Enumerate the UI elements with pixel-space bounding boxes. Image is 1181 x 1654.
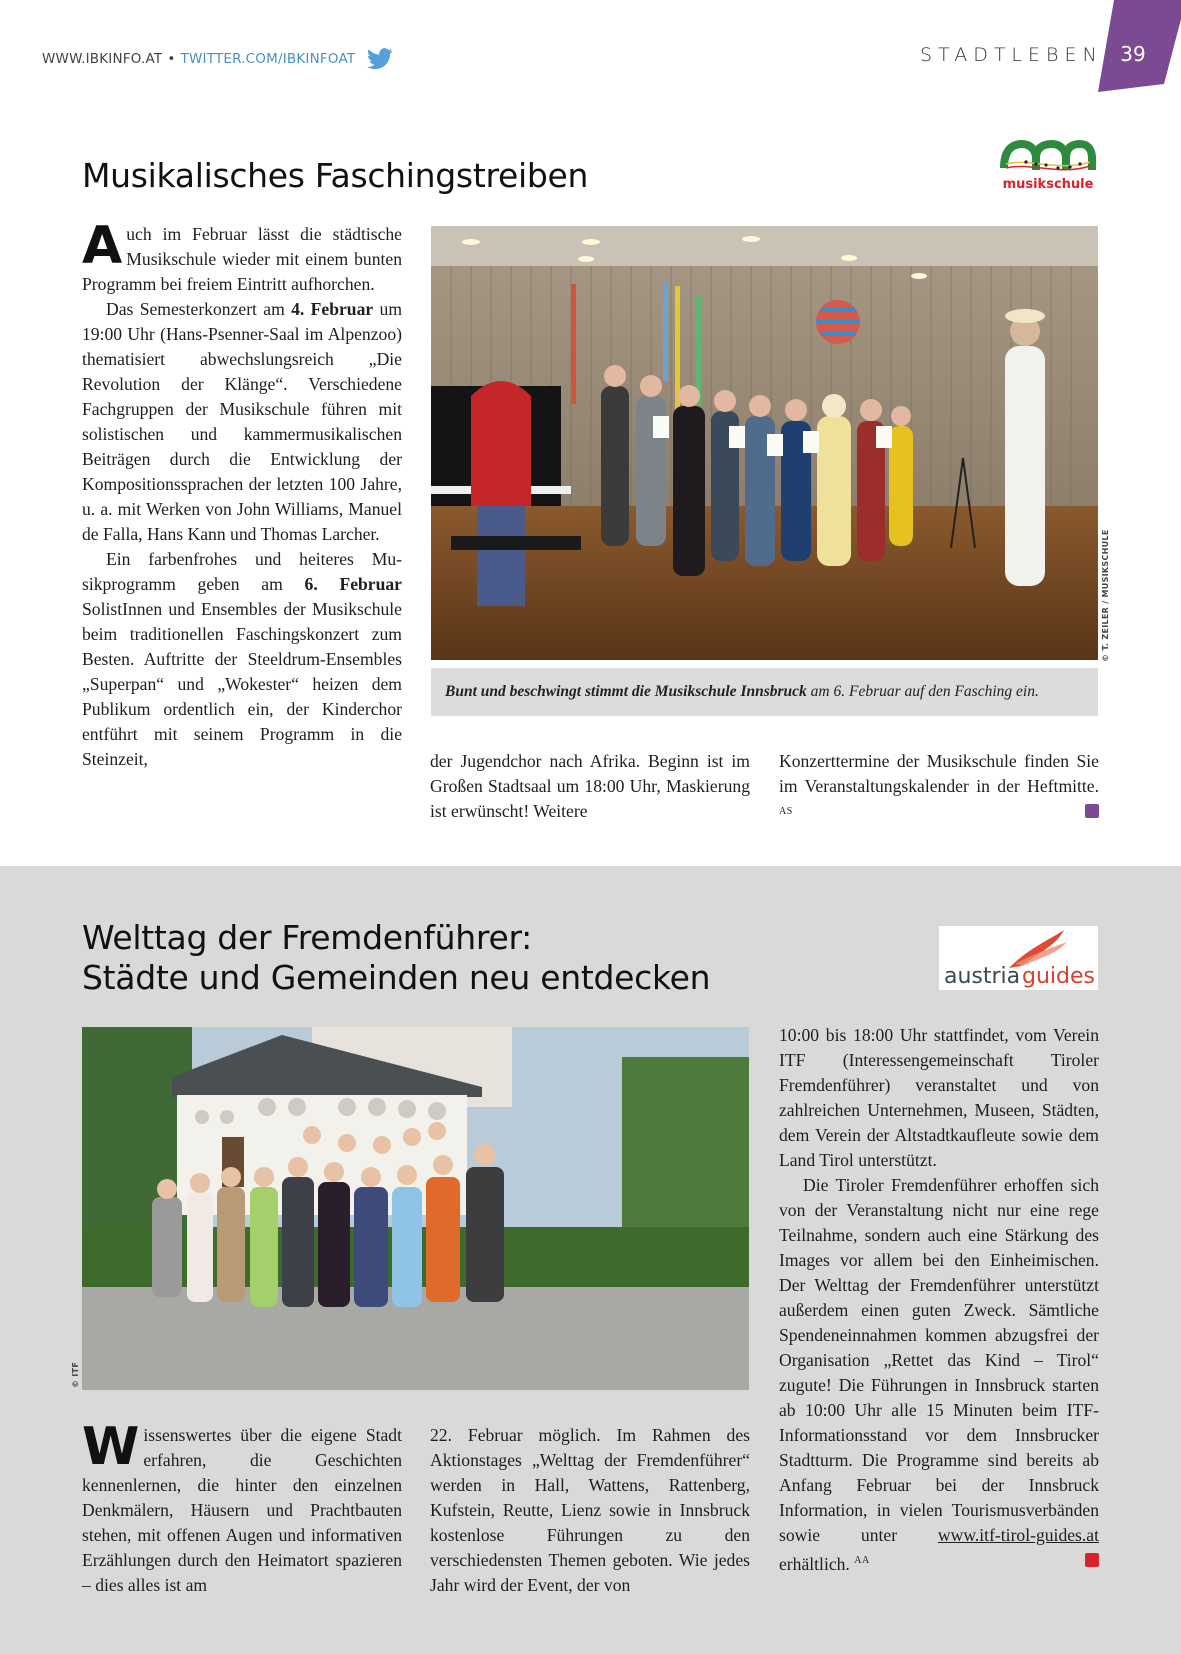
article1-date-bold: 6. Februar	[304, 574, 402, 594]
caption-rest: am 6. Februar auf den Fasching ein.	[806, 683, 1039, 700]
website-link[interactable]: WWW.IBKINFO.AT	[42, 51, 163, 67]
header-links	[42, 48, 393, 70]
end-of-article-square	[1085, 1553, 1099, 1567]
austriaguides-logo	[939, 926, 1098, 990]
article2-text: Die Tiroler Fremdenführer erhoffen sich von der Veranstaltung nicht nur eine rege Teilnahme, sondern auch eine Stärkung des Images vor allem bei den Einheimischen. Der Welttag der Fremdenführer unterstützt außerdem einen guten Zweck. Sämtliche Spendeneinnahmen kommen abzugsfrei der Organisation „Rettet das Kind – Tirol“ zugute! Die Führungen in Innsbruck starten ab 10:00 Uhr alle 15 Minuten beim ITF-Informationsstand vor dem Innsbrucker Stadtturm. Die Programme sind bereits ab Anfang Februar bei der Innsbruck Information, in vielen Tourismusverbänden sowie unter	[779, 1175, 1099, 1545]
article2-text: 22. Februar möglich. Im Rahmen des Aktionstages „Welttag der Fremdenführer“ werden in Hall, Wattens, Rattenberg, Kufstein, Reutte, Lienz sowie in Innsbruck kostenlose Führungen zu den verschiedensten Themen geboten. Wie jedes Jahr wird der Event, der von	[430, 1425, 750, 1595]
photo-credit: © ITF	[71, 1361, 80, 1388]
article1-title: Musikalisches Faschingstreiben	[82, 156, 589, 195]
header-separator: •	[167, 51, 176, 67]
choir-photo-illustration	[431, 226, 1098, 660]
author-initials: AS	[779, 806, 793, 817]
article1-text: Konzerttermine der Musikschule finden Sie im Veranstaltungskalender in der Heftmitte.	[779, 751, 1099, 796]
end-of-article-square	[1085, 804, 1099, 818]
article1-column-2	[430, 749, 750, 824]
article2-text: 10:00 bis 18:00 Uhr stattfindet, vom Verein ITF (Interessengemeinschaft Tiroler Fremdenführer) veranstaltet und von zahlreichen Unternehmen, Museen, Städten, dem Verein der Altstadtkaufleute sowie dem Land Tirol unterstützt.	[779, 1025, 1099, 1170]
austriaguides-text-b: guides	[1022, 964, 1095, 989]
article2-column-1	[82, 1417, 402, 1598]
article1-text: SolistInnen und Ensembles der Musikschule beim traditionellen Faschingskonzert zum Besten. Auftritte der Steeldrum-Ensembles „Superpan“ und „Wokester“ heizen dem Publikum ordentlich ein, der Kinderchor entführt mit seinem Programm in die Steinzeit,	[82, 599, 402, 769]
article1-lead: uch im Februar lässt die städtische Musikschule wieder mit einem bunten Programm bei freiem Eintritt aufhorchen.	[82, 224, 402, 294]
photo-caption	[431, 668, 1098, 716]
article1-date-bold: 4. Februar	[291, 299, 374, 319]
article2-title	[82, 918, 710, 998]
article2-text: erhältlich.	[779, 1553, 850, 1574]
tour-guides-photo	[82, 1027, 749, 1390]
choir-photo	[431, 226, 1098, 660]
article1-text: Ein farbenfrohes und heiteres Musikprogramm geben am	[82, 549, 402, 594]
twitter-bird-icon[interactable]	[367, 48, 393, 70]
article1-text: der Jugendchor nach Afrika. Beginn ist im Großen Stadtsaal um 18:00 Uhr, Maskierung ist erwünscht! Weitere	[430, 751, 750, 821]
article2-column-2	[430, 1423, 750, 1598]
dropcap: W	[82, 1417, 140, 1477]
itf-website-link[interactable]: www.itf-tirol-guides.at	[937, 1525, 1099, 1545]
musikschule-logo-text: musikschule	[1002, 177, 1094, 192]
article2-title-line1: Welttag der Fremdenführer:	[82, 918, 532, 957]
austriaguides-logo-graphic	[939, 926, 1098, 990]
article1-column-1	[82, 216, 403, 772]
article2-column-3	[779, 1023, 1099, 1577]
article1-column-3	[779, 749, 1099, 828]
musikschule-logo	[1000, 138, 1096, 194]
austriaguides-text-a: austria	[944, 964, 1021, 989]
article1-text: um 19:00 Uhr (Hans-Psenner-Saal im Alpenzoo) thematisiert abwechslungsreich „Die Revolution der Klänge“. Verschiedene Fachgruppen der Musikschule führen mit solistischen und kammermusikalischen Beiträgen durch die Entwicklung der Kompositionssprachen der letzten 100 Jahre, u. a. mit Werken von John Williams, Manuel de Falla, Hans Kann und Thomas Larcher.	[82, 299, 403, 544]
article2-title-line2: Städte und Gemeinden neu entdecken	[82, 958, 711, 997]
dropcap: A	[82, 216, 123, 276]
tour-guides-photo-illustration	[82, 1027, 749, 1390]
twitter-link[interactable]: TWITTER.COM/IBKINFOAT	[180, 51, 356, 67]
photo-credit: © T. ZEILER / MUSIKSCHULE	[1101, 529, 1110, 662]
section-label: STADTLEBEN	[920, 44, 1103, 66]
article2-lead: issenswertes über die eigene Stadt erfahren, die Geschichten kennenlernen, die hinter den einzelnen Denkmälern, Häusern und Prachtbauten stehen, mit offenen Augen und informativen Erzählungen durch den Heimatort spazieren – dies alles ist am	[82, 1425, 402, 1595]
author-initials: AA	[854, 1555, 870, 1566]
page-number: 39	[1120, 42, 1146, 66]
article1-text: Das Semesterkonzert am	[106, 299, 292, 319]
caption-bold: Bunt und beschwingt stimmt die Musikschule Innsbruck	[445, 683, 807, 700]
